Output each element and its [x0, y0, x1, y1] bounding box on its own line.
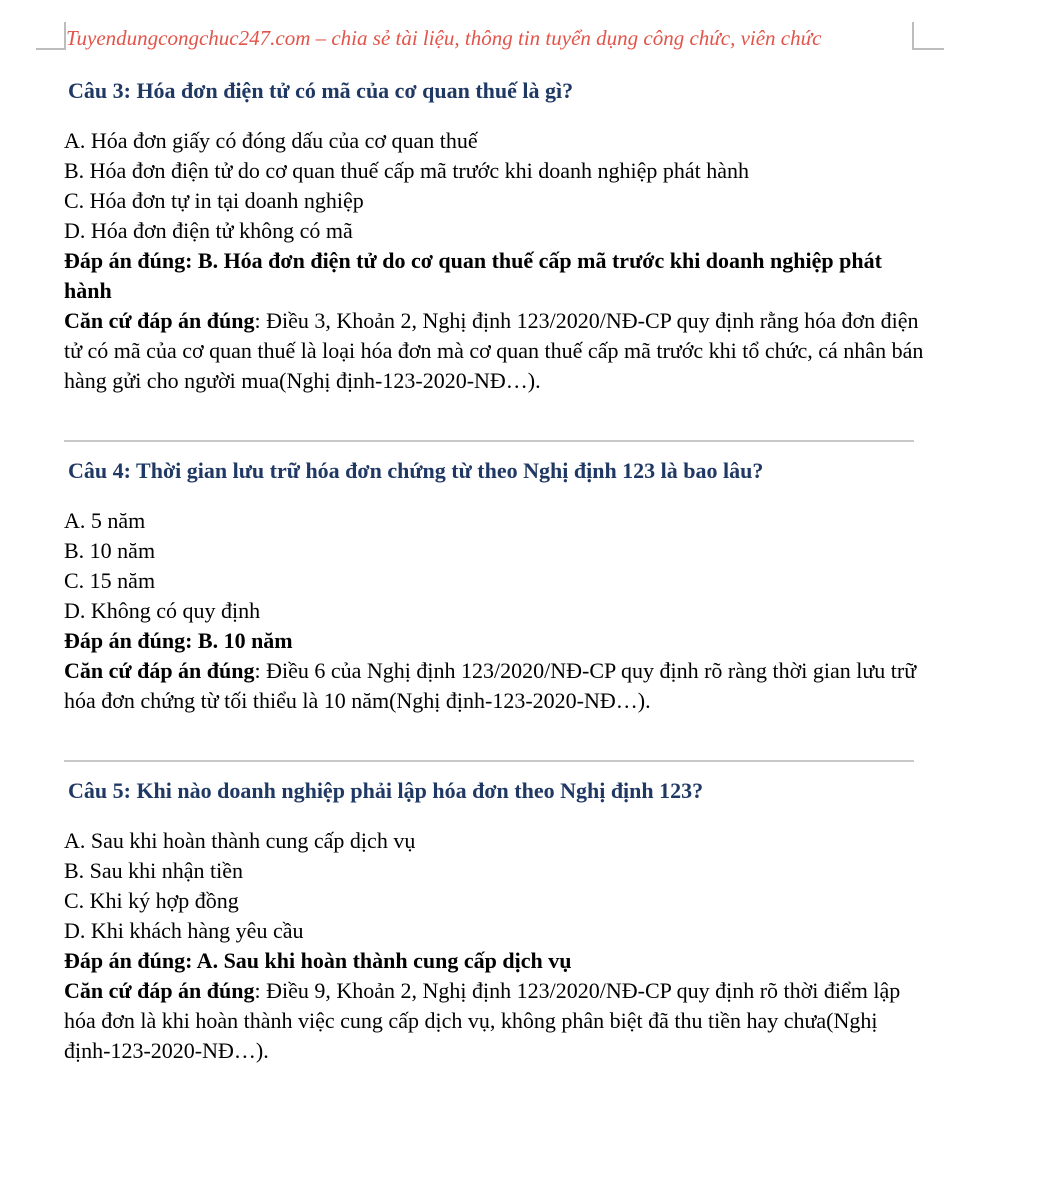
option-b: B. Sau khi nhận tiền: [64, 858, 244, 883]
corner-mark-left: [36, 22, 66, 50]
answer-basis: [64, 656, 924, 716]
option-b: B. Hóa đơn điện tử do cơ quan thuế cấp mã trước khi doanh nghiệp phát hành: [64, 158, 749, 183]
correct-answer: Đáp án đúng: B. Hóa đơn điện tử do cơ quan thuế cấp mã trước khi doanh nghiệp phát hành: [64, 248, 882, 303]
option-d: D. Hóa đơn điện tử không có mã: [64, 218, 353, 243]
option-c: C. Khi ký hợp đồng: [64, 888, 239, 913]
option-c: C. Hóa đơn tự in tại doanh nghiệp: [64, 188, 364, 213]
question-4: [64, 456, 924, 716]
correct-answer: Đáp án đúng: B. 10 năm: [64, 628, 293, 653]
option-d: D. Khi khách hàng yêu cầu: [64, 918, 304, 943]
option-a: A. Hóa đơn giấy có đóng dấu của cơ quan thuế: [64, 128, 478, 153]
document-body: [64, 76, 924, 1066]
option-b: B. 10 năm: [64, 538, 156, 563]
page-header: Tuyendungcongchuc247.com – chia sẻ tài liệu, thông tin tuyển dụng công chức, viên chức: [66, 26, 822, 50]
option-d: D. Không có quy định: [64, 598, 261, 623]
answer-basis-lead: Căn cứ đáp án đúng: [64, 658, 255, 683]
answer-basis-lead: Căn cứ đáp án đúng: [64, 308, 255, 333]
question-5: [64, 776, 924, 1066]
answer-basis-lead: Căn cứ đáp án đúng: [64, 978, 255, 1003]
answer-basis: [64, 976, 924, 1066]
question-title: Câu 5: Khi nào doanh nghiệp phải lập hóa đơn theo Nghị định 123?: [68, 778, 704, 803]
option-c: C. 15 năm: [64, 568, 156, 593]
section-divider: [64, 760, 914, 762]
section-divider: [64, 440, 914, 442]
option-a: A. 5 năm: [64, 508, 146, 533]
correct-answer: Đáp án đúng: A. Sau khi hoàn thành cung cấp dịch vụ: [64, 948, 572, 973]
answer-basis: [64, 306, 924, 396]
question-title: Câu 4: Thời gian lưu trữ hóa đơn chứng từ theo Nghị định 123 là bao lâu?: [68, 458, 764, 483]
answer-basis-text: : Điều 9, Khoản 2, Nghị định 123/2020/NĐ-CP quy định rõ thời điểm lập hóa đơn là khi hoàn thành việc cung cấp dịch vụ, không phân biệt đã thu tiền hay chưa(Nghị định-123-2020-NĐ…).: [64, 978, 901, 1063]
option-a: A. Sau khi hoàn thành cung cấp dịch vụ: [64, 828, 416, 853]
answer-basis-text: : Điều 3, Khoản 2, Nghị định 123/2020/NĐ-CP quy định rằng hóa đơn điện tử có mã của cơ quan thuế là loại hóa đơn mà cơ quan thuế cấp mã trước khi tổ chức, cá nhân bán hàng gửi cho người mua(Nghị định-123-2020-NĐ…).: [64, 308, 924, 393]
answer-basis-text: : Điều 6 của Nghị định 123/2020/NĐ-CP quy định rõ ràng thời gian lưu trữ hóa đơn chứng từ tối thiểu là 10 năm(Nghị định-123-2020-NĐ…).: [64, 658, 917, 713]
question-title: Câu 3: Hóa đơn điện tử có mã của cơ quan thuế là gì?: [68, 78, 574, 103]
corner-mark-right: [912, 22, 944, 50]
question-3: [64, 76, 924, 396]
